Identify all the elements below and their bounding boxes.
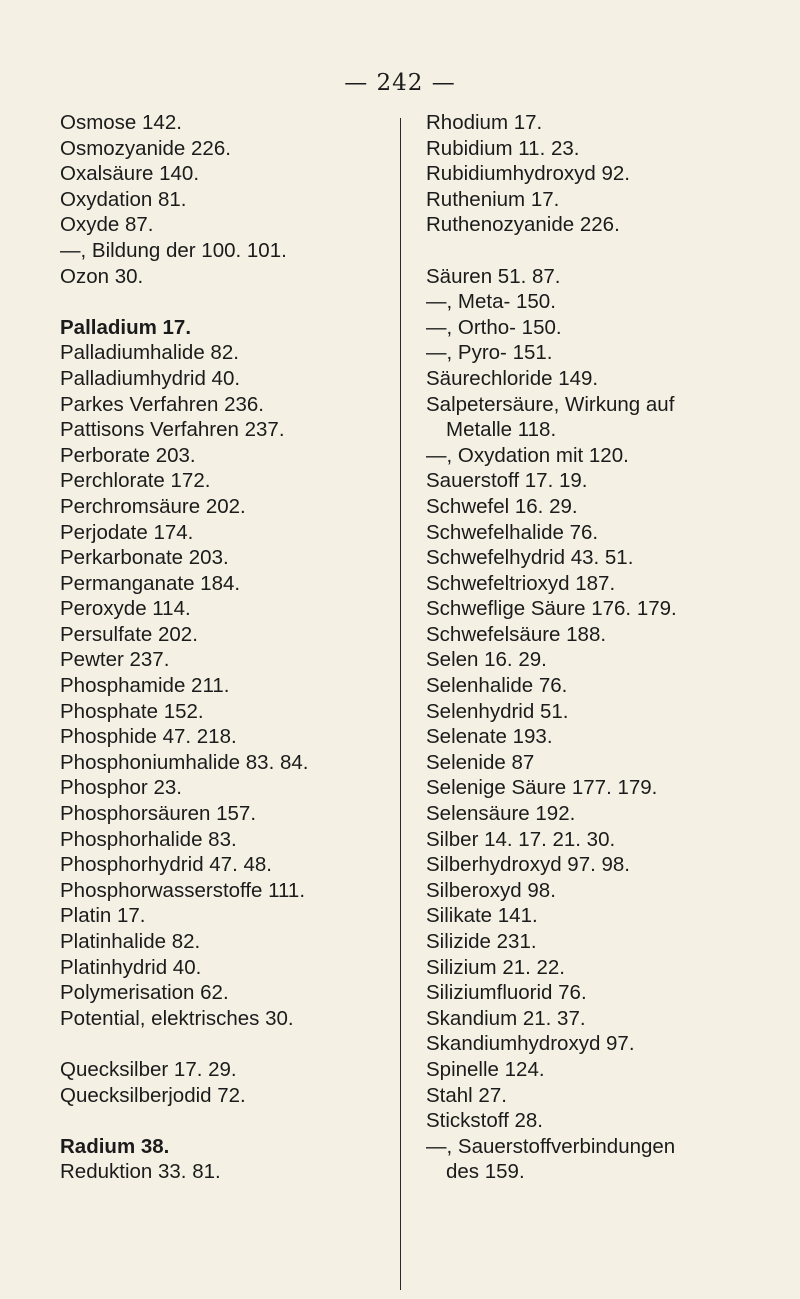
index-entry: Persulfate 202. <box>60 622 198 646</box>
index-entry: Silizium 21. 22. <box>426 955 566 979</box>
index-entry: Pattisons Verfahren 237. <box>60 418 285 442</box>
index-entry: Schwefelsäure 188. <box>426 622 607 646</box>
index-entry: —, Ortho- 150. <box>426 315 562 339</box>
column-divider <box>400 118 401 1290</box>
index-entry: Peroxyde 114. <box>60 597 191 621</box>
index-entry: Selen 16. 29. <box>426 648 547 672</box>
index-entry: Reduktion 33. 81. <box>60 1160 221 1184</box>
index-entry: Rubidium 11. 23. <box>426 136 580 160</box>
index-entry: Selenide 87 <box>426 750 535 774</box>
index-entry: Oxydation 81. <box>60 187 187 211</box>
index-entry: Stickstoff 28. <box>426 1109 543 1133</box>
index-entry: Platin 17. <box>60 904 146 928</box>
index-entry: Oxyde 87. <box>60 213 154 237</box>
index-entry: Phosphide 47. 218. <box>60 725 237 749</box>
index-entry: Schweflige Säure 176. 179. <box>426 597 677 621</box>
index-entry: Sauerstoff 17. 19. <box>426 469 588 493</box>
index-entry: Siliziumfluorid 76. <box>426 981 587 1005</box>
page-number: — 242 — <box>344 70 456 96</box>
index-entry: Phosphorhydrid 47. 48. <box>60 853 272 877</box>
index-entry: Selenhalide 76. <box>426 674 568 698</box>
index-entry: Silberoxyd 98. <box>426 878 556 902</box>
index-entry: Schwefeltrioxyd 187. <box>426 571 616 595</box>
index-entry: Perborate 203. <box>60 443 196 467</box>
index-entry: Phosphoniumhalide 83. 84. <box>60 750 309 774</box>
index-entry: Säuren 51. 87. <box>426 264 561 288</box>
index-entry: —, Oxydation mit 120. <box>426 443 629 467</box>
index-entry: Phosphorwasserstoffe 111. <box>60 878 306 902</box>
index-entry: Silizide 231. <box>426 930 537 953</box>
index-entry: Rhodium 17. <box>426 111 543 134</box>
index-entry: Permanganate 184. <box>60 571 241 595</box>
index-entry: Selensäure 192. <box>426 802 576 826</box>
index-entry: Perchromsäure 202. <box>60 494 246 518</box>
index-entry: Polymerisation 62. <box>60 981 229 1005</box>
index-entry: Skandiumhydroxyd 97. <box>426 1032 635 1056</box>
index-entry: —, Meta- 150. <box>426 290 556 314</box>
index-entry: Ozon 30. <box>60 264 144 288</box>
index-entry: Platinhydrid 40. <box>60 955 202 979</box>
index-entry: Spinelle 124. <box>426 1057 545 1081</box>
index-entry: Perkarbonate 203. <box>60 546 229 570</box>
index-entry: Ruthenium 17. <box>426 187 560 211</box>
index-entry: Säurechloride 149. <box>426 366 599 390</box>
index-entry: Phosphor 23. <box>60 776 182 800</box>
index-entry: —, Pyro- 151. <box>426 341 553 365</box>
index-entry: Platinhalide 82. <box>60 930 201 953</box>
index-entry: Silberhydroxyd 97. 98. <box>426 853 630 877</box>
index-entry: Ruthenozyanide 226. <box>426 213 620 237</box>
index-column-left <box>60 110 400 1185</box>
index-entry: Selenhydrid 51. <box>426 699 569 723</box>
index-entry: Selenate 193. <box>426 725 553 749</box>
index-entry: Rubidiumhydroxyd 92. <box>426 162 630 186</box>
index-entry: Phosphorhalide 83. <box>60 827 237 851</box>
index-entry: Palladiumhydrid 40. <box>60 366 241 390</box>
index-entry: —, Sauerstoffverbindungen <box>426 1134 676 1158</box>
index-entry: Metalle 118. <box>446 418 557 442</box>
index-entry: Silber 14. 17. 21. 30. <box>426 827 616 851</box>
index-entry: Palladiumhalide 82. <box>60 341 239 365</box>
index-entry: Schwefel 16. 29. <box>426 494 578 518</box>
index-entry: Salpetersäure, Wirkung auf <box>426 392 675 416</box>
index-entry: Stahl 27. <box>426 1083 507 1107</box>
index-entry: Radium 38. <box>60 1134 170 1158</box>
index-entry: Silikate 141. <box>426 904 538 928</box>
index-entry: Phosphamide 211. <box>60 674 230 698</box>
index-entry: Phosphorsäuren 157. <box>60 802 257 826</box>
index-entry: Quecksilber 17. 29. <box>60 1057 237 1081</box>
index-entry: Osmose 142. <box>60 111 182 134</box>
index-entry: Potential, elektrisches 30. <box>60 1006 294 1030</box>
index-column-right <box>426 110 776 1185</box>
index-entry: Schwefelhalide 76. <box>426 520 599 544</box>
index-entry: Parkes Verfahren 236. <box>60 392 264 416</box>
index-entry: Schwefelhydrid 43. 51. <box>426 546 634 570</box>
index-entry: Skandium 21. 37. <box>426 1006 586 1030</box>
index-entry: Perjodate 174. <box>60 520 194 544</box>
index-entry: —, Bildung der 100. 101. <box>60 238 287 262</box>
index-entry: des 159. <box>446 1160 525 1184</box>
index-entry: Selenige Säure 177. 179. <box>426 776 658 800</box>
index-entry: Oxalsäure 140. <box>60 162 200 186</box>
index-entry: Pewter 237. <box>60 648 170 672</box>
index-entry: Quecksilberjodid 72. <box>60 1083 246 1107</box>
index-entry: Palladium 17. <box>60 315 192 339</box>
index-entry: Perchlorate 172. <box>60 469 211 493</box>
index-entry: Phosphate 152. <box>60 699 204 723</box>
index-entry: Osmozyanide 226. <box>60 136 231 160</box>
